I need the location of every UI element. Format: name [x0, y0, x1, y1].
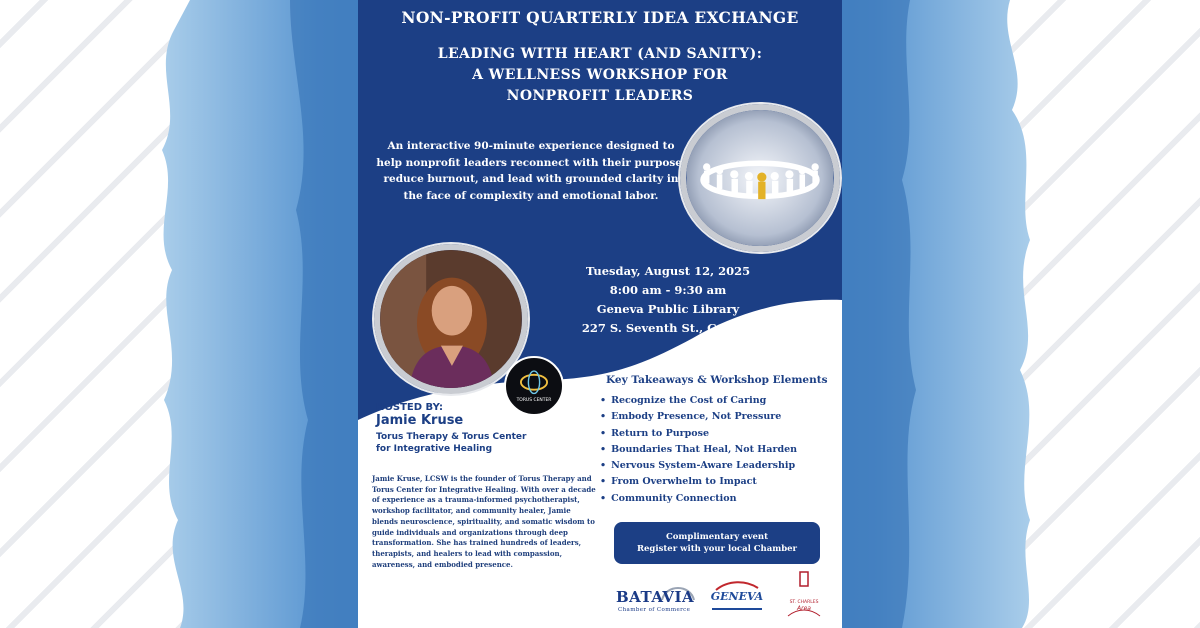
workshop-flyer [358, 0, 842, 628]
takeaway-item: • Return to Purpose [600, 426, 797, 442]
host-bio: Jamie Kruse, LCSW is the founder of Torus Therapy and Torus Center for Integrative Healing. With over a decade of experience as a trauma-informed psychotherapist, workshop facilitator, and community healer, Jamie blends neuroscience, spirituality, and somatic wisdom to guide individuals and organizations through deep transformation. She has trained hundreds of leaders, therapists, and healers to lead with compassion, awareness, and embodied presence. [372, 474, 596, 569]
event-date: Tuesday, August 12, 2025 [585, 264, 751, 278]
host-name: Jamie Kruse [376, 413, 464, 428]
register-cta[interactable] [614, 522, 820, 564]
st-charles-emblem-icon [778, 570, 830, 620]
takeaway-item: • Nervous System-Aware Leadership [600, 458, 797, 474]
batavia-chamber-logo [612, 580, 702, 620]
takeaways-list [600, 393, 797, 507]
workshop-description: An interactive 90-minute experience designed to help nonprofit leaders reconnect with their purpose, reduce burnout, and lead with grounded clarity in the face of complexity and emotional labor. [376, 140, 686, 202]
cta-line-1: Complimentary event [665, 532, 769, 542]
workshop-title-line-3: NONPROFIT LEADERS [506, 88, 694, 104]
st-charles-sub: Area [797, 605, 811, 612]
takeaway-item: • Embody Presence, Not Pressure [600, 409, 797, 425]
st-charles-text [778, 600, 830, 612]
takeaways-title: Key Takeaways & Workshop Elements [606, 374, 828, 386]
batavia-name: BATAVIA [616, 588, 695, 606]
header-title: NON-PROFIT QUARTERLY IDEA EXCHANGE [401, 8, 799, 27]
st-charles-chamber-logo [778, 570, 830, 620]
cta-line-2: Register with your local Chamber [636, 544, 798, 554]
host-org-line-1: Torus Therapy & Torus Center [376, 432, 527, 442]
takeaway-item: • From Overwhelm to Impact [600, 474, 797, 490]
workshop-title-line-1: LEADING WITH HEART (AND SANITY): [437, 46, 763, 62]
takeaway-item: • Recognize the Cost of Caring [600, 393, 797, 409]
event-details [533, 262, 803, 338]
geneva-name: GENEVA [710, 590, 764, 603]
host-organization [376, 431, 586, 455]
host-org-line-2: for Integrative Healing [376, 444, 493, 454]
event-address: 227 S. Seventh St., Geneva [581, 321, 755, 335]
host-photo [374, 244, 528, 394]
st-charles-name: ST. CHARLES [789, 600, 819, 605]
people-circle-image [680, 104, 840, 252]
event-venue: Geneva Public Library [596, 302, 740, 316]
hosted-by-label: HOSTED BY: [376, 402, 443, 413]
event-time: 8:00 am - 9:30 am [609, 283, 727, 297]
geneva-underline-icon [712, 606, 762, 612]
takeaway-item: • Community Connection [600, 491, 797, 507]
torus-logo-text: TORUS CENTER [516, 397, 552, 403]
takeaway-item: • Boundaries That Heal, Not Harden [600, 442, 797, 458]
geneva-chamber-logo [708, 576, 766, 616]
torus-center-logo [504, 356, 564, 416]
workshop-title-line-2: A WELLNESS WORKSHOP FOR [472, 67, 728, 83]
batavia-subtitle: Chamber of Commerce [618, 607, 691, 613]
workshop-title [378, 44, 822, 107]
